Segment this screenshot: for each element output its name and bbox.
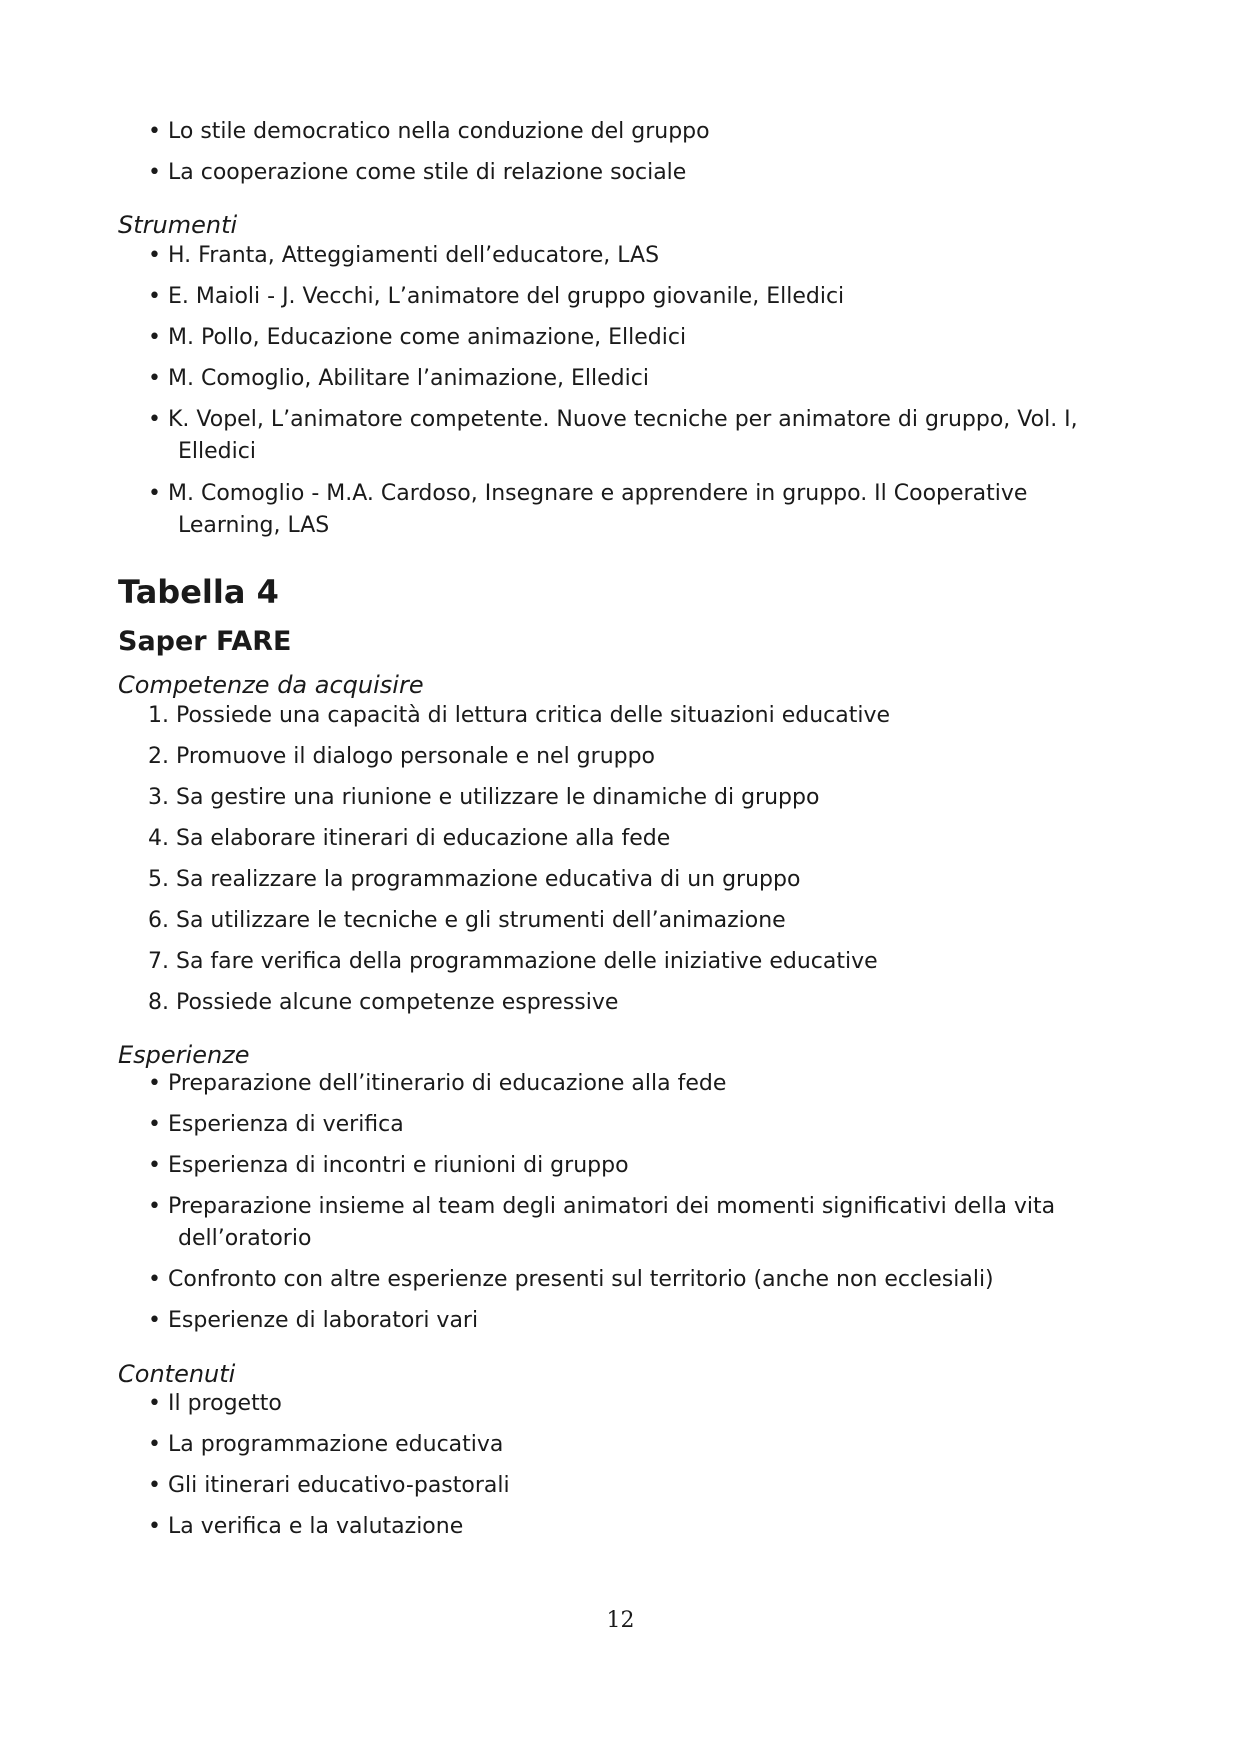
list-item: • Gli itinerari educativo-pastorali [148, 1470, 510, 1502]
numbered-item: 8. Possiede alcune competenze espressive [148, 990, 619, 1015]
bullet-icon: • [148, 1308, 161, 1333]
numbered-item: 1. Possiede una capacità di lettura critica delle situazioni educative [148, 703, 891, 728]
bullet-icon: • [148, 1267, 161, 1292]
list-item: • K. Vopel, L’animatore competente. Nuove tecniche per animatore di gruppo, Vol. I, Elledici [148, 404, 1078, 468]
list-item: • M. Pollo, Educazione come animazione, Elledici [148, 322, 686, 354]
table-title: Tabella 4 [118, 573, 279, 611]
list-item: • Preparazione dell’itinerario di educazione alla fede [148, 1068, 726, 1100]
numbered-item: 4. Sa elaborare itinerari di educazione alla fede [148, 826, 671, 851]
numbered-item: 5. Sa realizzare la programmazione educativa di un gruppo [148, 867, 801, 892]
list-item: • E. Maioli - J. Vecchi, L’animatore del gruppo giovanile, Elledici [148, 281, 844, 313]
bullet-icon: • [148, 481, 161, 506]
bullet-icon: • [148, 1071, 161, 1096]
list-item: • M. Comoglio - M.A. Cardoso, Insegnare e apprendere in gruppo. Il Cooperative Learning, LAS [148, 478, 1027, 542]
bullet-icon: • [148, 284, 161, 309]
list-item: • Il progetto [148, 1388, 282, 1420]
bullet-icon: • [148, 1153, 161, 1178]
bullet-icon: • [148, 243, 161, 268]
bullet-icon: • [148, 1473, 161, 1498]
list-item: • H. Franta, Atteggiamenti dell’educatore, LAS [148, 240, 659, 272]
page-number: 12 [606, 1608, 635, 1633]
bullet-icon: • [148, 325, 161, 350]
section-label-contenuti: Contenuti [118, 1360, 236, 1388]
section-subtitle: Saper FARE [118, 626, 292, 657]
bullet-icon: • [148, 1112, 161, 1137]
section-label-esperienze: Esperienze [118, 1041, 250, 1069]
numbered-item: 3. Sa gestire una riunione e utilizzare le dinamiche di gruppo [148, 785, 820, 810]
list-item: • M. Comoglio, Abilitare l’animazione, Elledici [148, 363, 649, 395]
list-item: • Preparazione insieme al team degli animatori dei momenti significativi della vita dell’oratorio [148, 1191, 1055, 1255]
bullet-icon: • [148, 1514, 161, 1539]
bullet-icon: • [148, 1391, 161, 1416]
list-item: • Lo stile democratico nella conduzione del gruppo [148, 116, 710, 148]
bullet-icon: • [148, 160, 161, 185]
numbered-item: 6. Sa utilizzare le tecniche e gli strumenti dell’animazione [148, 908, 786, 933]
section-label-competenze: Competenze da acquisire [118, 671, 424, 699]
bullet-icon: • [148, 1194, 161, 1219]
list-item: • La programmazione educativa [148, 1429, 503, 1461]
list-item: • La cooperazione come stile di relazione sociale [148, 157, 686, 189]
numbered-item: 2. Promuove il dialogo personale e nel gruppo [148, 744, 656, 769]
bullet-icon: • [148, 366, 161, 391]
list-item: • La verifica e la valutazione [148, 1511, 463, 1543]
bullet-icon: • [148, 119, 161, 144]
list-item: • Esperienza di verifica [148, 1109, 404, 1141]
bullet-icon: • [148, 1432, 161, 1457]
list-item: • Esperienza di incontri e riunioni di gruppo [148, 1150, 629, 1182]
bullet-icon: • [148, 407, 161, 432]
numbered-item: 7. Sa fare verifica della programmazione delle iniziative educative [148, 949, 878, 974]
section-label-strumenti: Strumenti [118, 211, 238, 239]
list-item: • Confronto con altre esperienze presenti sul territorio (anche non ecclesiali) [148, 1264, 994, 1296]
list-item: • Esperienze di laboratori vari [148, 1305, 478, 1337]
